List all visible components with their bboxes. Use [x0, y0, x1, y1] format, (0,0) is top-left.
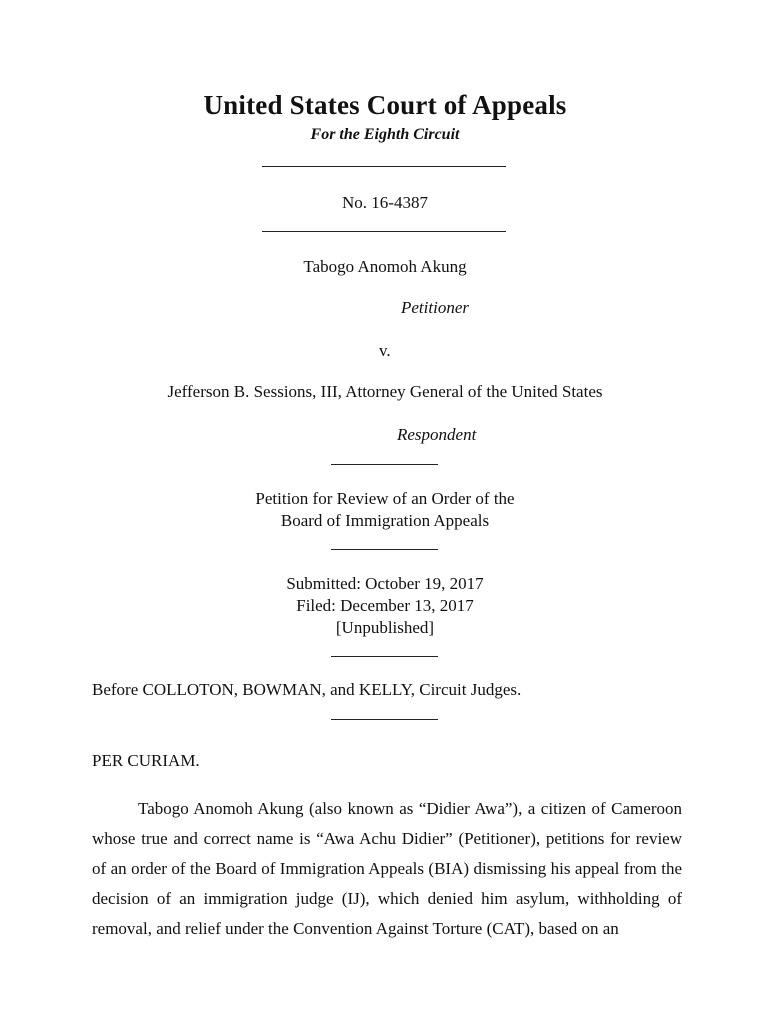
- respondent-name: Jefferson B. Sessions, III, Attorney General of the United States: [167, 382, 603, 401]
- respondent-role: Respondent: [397, 425, 477, 444]
- opinion-paragraph: Tabogo Anomoh Akung (also known as “Didier Awa”), a citizen of Cameroon whose true and correct name is “Awa Achu Didier” (Petitioner), petitions for review of an order of the Board of Immigration Appeals (BIA) dismissing his appeal from the decision of an immigration judge (IJ), which denied him asylum, withholding of removal, and relief under the Convention Against Torture (CAT), based on an: [92, 799, 682, 938]
- filed-date: Filed: December 13, 2017: [296, 596, 474, 615]
- divider-3: [331, 464, 438, 465]
- publication-status: [Unpublished]: [335, 618, 435, 637]
- court-circuit: For the Eighth Circuit: [310, 126, 460, 143]
- petition-line-1: Petition for Review of an Order of the: [255, 489, 515, 508]
- divider-5: [331, 656, 438, 657]
- petition-line-2: Board of Immigration Appeals: [280, 511, 490, 530]
- panel-judges: Before COLLOTON, BOWMAN, and KELLY, Circuit Judges.: [92, 680, 522, 699]
- court-title: United States Court of Appeals: [203, 90, 567, 120]
- divider-6: [331, 719, 438, 720]
- divider-1: [262, 166, 506, 167]
- petitioner-role: Petitioner: [401, 298, 469, 317]
- submitted-date: Submitted: October 19, 2017: [286, 574, 484, 593]
- case-number: No. 16-4387: [342, 193, 428, 212]
- opinion-author: PER CURIAM.: [92, 751, 200, 770]
- divider-2: [262, 231, 506, 232]
- versus: v.: [379, 341, 391, 360]
- divider-4: [331, 549, 438, 550]
- petitioner-name: Tabogo Anomoh Akung: [303, 257, 467, 276]
